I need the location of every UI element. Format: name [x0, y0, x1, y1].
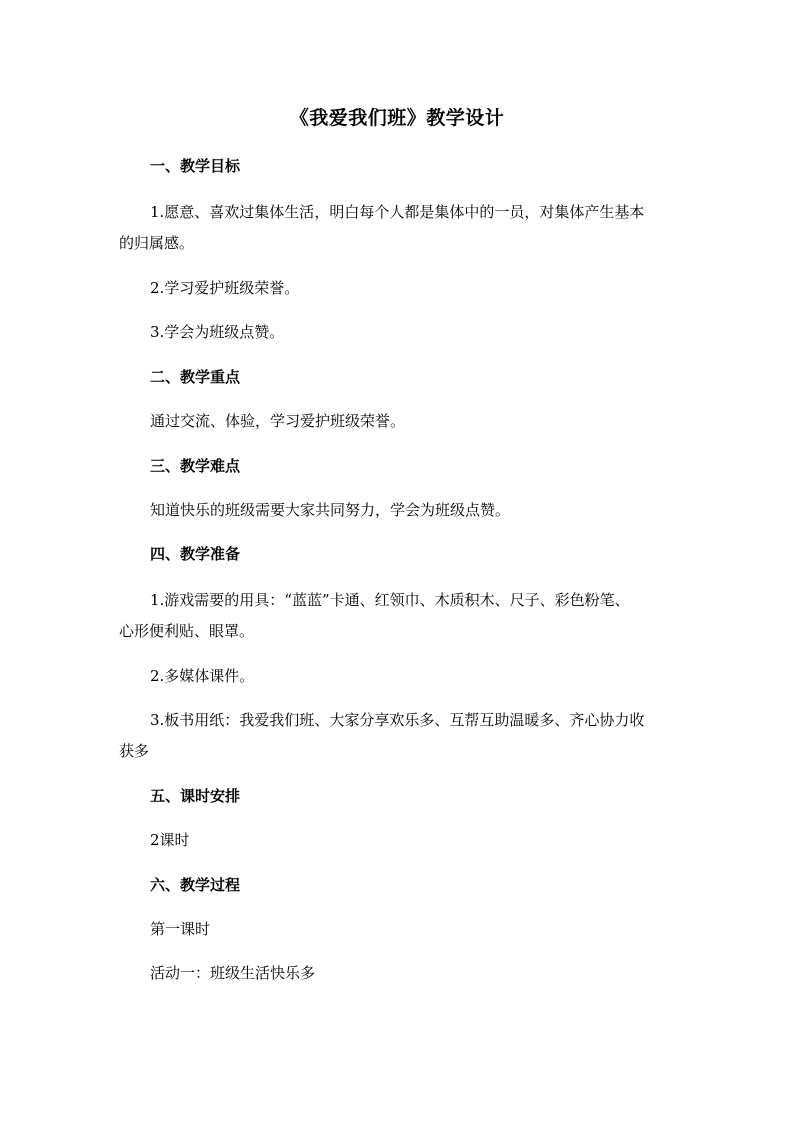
section-heading-difficulties: 三、教学难点: [150, 457, 241, 475]
section-heading-process: 六、教学过程: [150, 876, 241, 894]
preparation-item-1-line-1: 1.游戏需要的用具：“蓝蓝”卡通、红领巾、木质积木、尺子、彩色粉笔、: [150, 591, 630, 609]
objective-item-2: 2.学习爱护班级荣誉。: [150, 279, 300, 297]
section-heading-schedule: 五、课时安排: [150, 787, 241, 805]
document-title: 《我爱我们班》教学设计: [289, 107, 505, 129]
section-heading-key-points: 二、教学重点: [150, 368, 241, 386]
section-heading-objectives: 一、教学目标: [150, 157, 241, 175]
preparation-item-3-line-1: 3.板书用纸：我爱我们班、大家分享欢乐多、互帮互助温暖多、齐心协力收: [150, 711, 645, 729]
objective-item-1-line-1: 1.愿意、喜欢过集体生活，明白每个人都是集体中的一员，对集体产生基本: [150, 203, 645, 221]
section-heading-preparation: 四、教学准备: [150, 545, 241, 563]
objective-item-1-line-2: 的归属感。: [119, 234, 195, 252]
key-points-text: 通过交流、体验，学习爱护班级荣誉。: [150, 412, 406, 430]
process-session: 第一课时: [150, 920, 211, 938]
preparation-item-1-line-2: 心形便利贴、眼罩。: [119, 622, 255, 640]
preparation-item-3-line-2: 获多: [119, 742, 150, 760]
schedule-text: 2课时: [150, 831, 190, 849]
process-activity: 活动一：班级生活快乐多: [150, 964, 316, 982]
objective-item-3: 3.学会为班级点赞。: [150, 323, 285, 341]
preparation-item-2: 2.多媒体课件。: [150, 667, 255, 685]
difficulties-text: 知道快乐的班级需要大家共同努力，学会为班级点赞。: [150, 501, 511, 519]
